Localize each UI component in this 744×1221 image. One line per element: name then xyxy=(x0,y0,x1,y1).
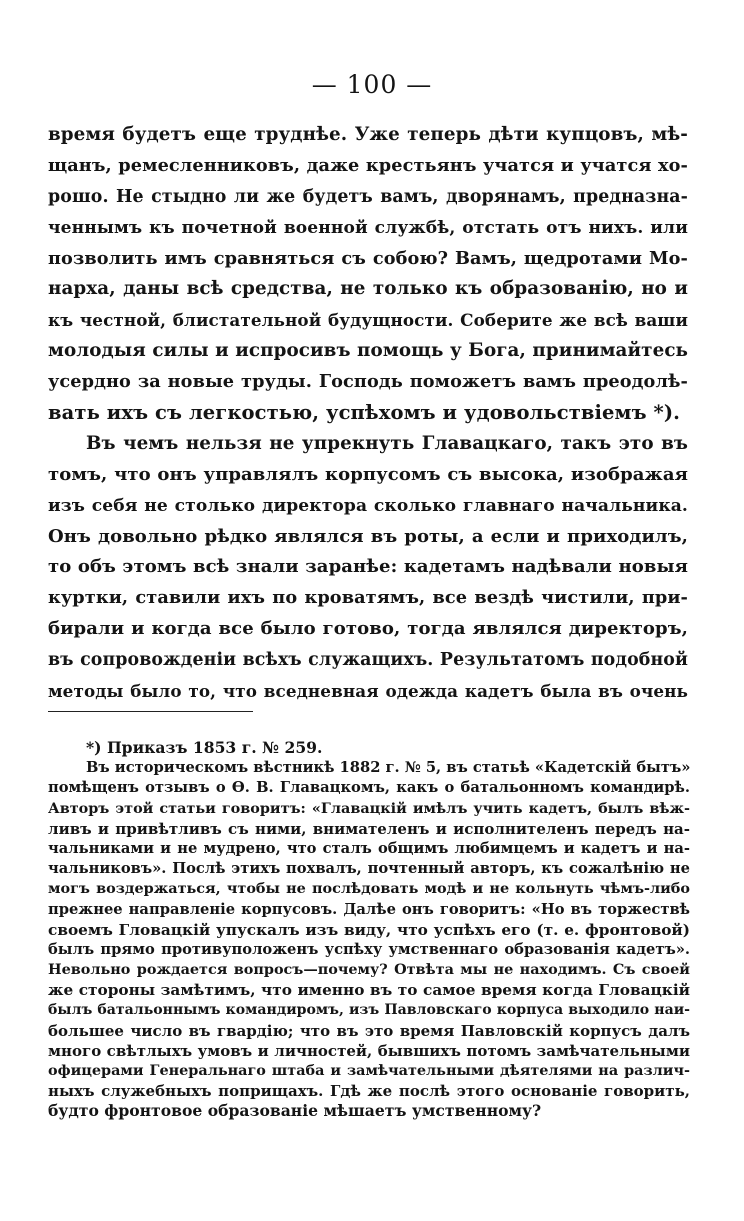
text-line: то объ этомъ всѣ знали заранѣе: кадетамъ надѣвали новыя xyxy=(48,556,688,578)
text-line: вать ихъ съ легкостью, успѣхомъ и удовольствіемъ *). xyxy=(48,401,681,425)
footnote-line: былъ батальоннымъ командиромъ, изъ Павловскаго корпуса выходило наи- xyxy=(48,1002,690,1019)
footnote-line: много свѣтлыхъ умовъ и личностей, бывшихъ потомъ замѣчательными xyxy=(48,1041,690,1060)
footnote-line: Авторъ этой статьи говоритъ: «Главацкій имѣлъ учить кадетъ, былъ вѣж- xyxy=(48,799,690,817)
text-line: томъ, что онъ управлялъ корпусомъ съ высока, изображая xyxy=(48,463,688,485)
footnote-divider xyxy=(48,711,253,712)
footnote-line: *) Приказъ 1853 г. № 259. xyxy=(86,738,323,757)
footnote-line: своемъ Гловацкій упускалъ изъ виду, что успѣхъ его (т. е. фронтовой) xyxy=(48,920,690,939)
footnote-line: офицерами Генеральнаго штаба и замѣчательными дѣятелями на различ- xyxy=(48,1062,690,1079)
text-line: усердно за новые труды. Господь поможетъ вамъ преодолѣ- xyxy=(48,371,688,393)
footnote-line: Невольно рождается вопросъ—почему? Отвѣта мы не находимъ. Съ своей xyxy=(48,961,690,979)
footnotes xyxy=(48,738,690,1122)
footnote-line: будто фронтовое образованіе мѣшаетъ умственному? xyxy=(48,1101,542,1121)
text-line: время будетъ еще труднѣе. Уже теперь дѣти купцовъ, мѣ- xyxy=(48,124,688,145)
text-line: къ честной, блистательной будущности. Соберите же всѣ ваши xyxy=(48,310,688,331)
footnote-line: чальниковъ». Послѣ этихъ похвалъ, почтенный авторъ, къ сожалѣнію не xyxy=(48,860,690,878)
footnote-line: помѣщенъ отзывъ о Ѳ. В. Главацкомъ, какъ о батальонномъ командирѣ. xyxy=(48,779,690,797)
footnote-line: большее число въ гвардію; что въ это время Павловскій корпусъ далъ xyxy=(48,1021,690,1040)
main-text-body xyxy=(48,120,688,707)
footnote-line: прежнее направленіе корпусовъ. Далѣе онъ говоритъ: «Но въ торжествѣ xyxy=(48,900,690,918)
text-line: Въ чемъ нельзя не упрекнуть Главацкаго, такъ это въ xyxy=(86,432,688,454)
footnote-line: могъ воздержаться, чтобы не послѣдовать модѣ и не кольнуть чѣмъ-либо xyxy=(48,880,690,898)
text-line: позволить имъ сравняться съ собою? Вамъ, щедротами Мо- xyxy=(48,247,688,269)
text-line: бирали и когда все было готово, тогда являлся директоръ, xyxy=(48,618,688,640)
footnote-line: Въ историческомъ вѣстникѣ 1882 г. № 5, въ статьѣ «Кадетскій бытъ» xyxy=(86,759,691,777)
text-line: куртки, ставили ихъ по кроватямъ, все вездѣ чистили, при- xyxy=(48,587,688,609)
text-line: методы было то, что вседневная одежда кадетъ была въ очень xyxy=(48,681,688,702)
footnote-line: ливъ и привѣтливъ съ ними, внимателенъ и исполнителенъ передъ на- xyxy=(48,819,690,838)
footnote-line: ныхъ служебныхъ поприщахъ. Гдѣ же послѣ этого основаніе говорить, xyxy=(48,1082,690,1101)
text-line: въ сопровожденіи всѣхъ служащихъ. Результатомъ подобной xyxy=(48,650,688,671)
footnote-line: былъ прямо противуположенъ успѣху умственнаго образованія кадетъ». xyxy=(48,940,690,958)
footnote-line: же стороны замѣтимъ, что именно въ то самое время когда Гловацкій xyxy=(48,981,690,1000)
text-line: ченнымъ къ почетной военной службѣ, отстать отъ нихъ. или xyxy=(48,217,688,238)
text-line: изъ себя не столько директора сколько главнаго начальника. xyxy=(48,495,688,516)
text-line: молодыя силы и испросивъ помощь у Бога, принимайтесь xyxy=(48,340,689,362)
footnote-line: чальниками и не мудрено, что сталъ общимъ любимцемъ и кадетъ и на- xyxy=(48,839,690,857)
text-line: рошо. Не стыдно ли же будетъ вамъ, дворянамъ, предназна- xyxy=(48,186,688,207)
text-line: Онъ довольно рѣдко являлся въ роты, а если и приходилъ, xyxy=(48,525,688,547)
text-line: нарха, даны всѣ средства, не только къ образованію, но и xyxy=(48,278,688,300)
text-line: щанъ, ремесленниковъ, даже крестьянъ учатся и учатся хо- xyxy=(48,154,688,176)
page-number: — 100 — xyxy=(311,70,433,99)
